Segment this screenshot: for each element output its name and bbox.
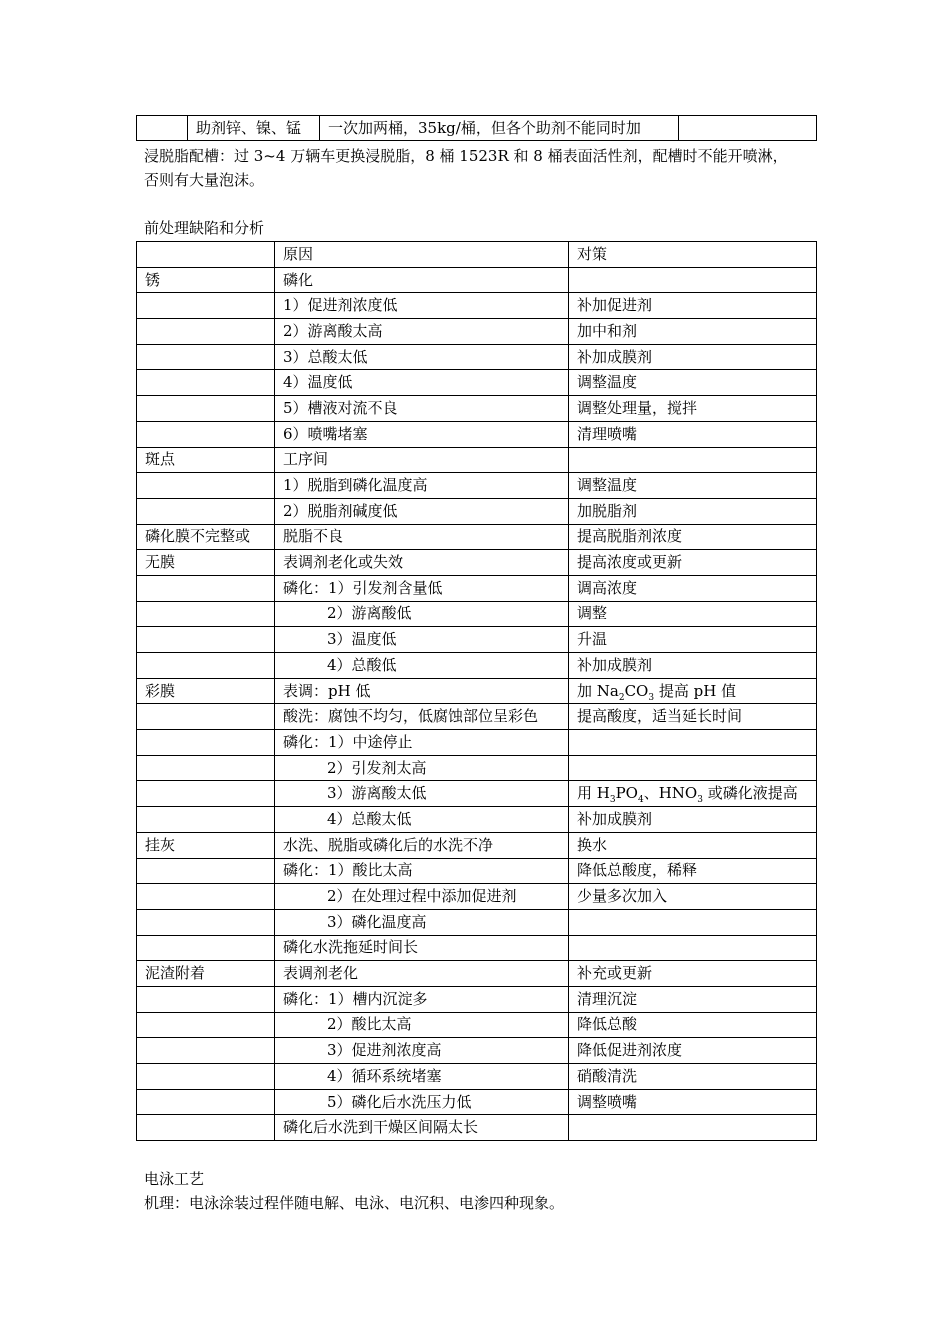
defect-cell (137, 473, 275, 499)
cause-cell: 2）脱脂剂碱度低 (275, 498, 569, 524)
remedy-cell (569, 935, 817, 961)
remedy-cell: 补加成膜剂 (569, 344, 817, 370)
defect-cell (137, 601, 275, 627)
remedy-cell (569, 909, 817, 935)
defect-cell: 无膜 (137, 550, 275, 576)
table-row (137, 575, 817, 601)
table-row (137, 1089, 817, 1115)
cause-cell: 磷化：1）槽内沉淀多 (275, 986, 569, 1012)
cause-cell: 2）酸比太高 (275, 1012, 569, 1038)
table-row (137, 704, 817, 730)
defect-cell (137, 704, 275, 730)
table-header-row (137, 242, 817, 268)
cause-cell: 磷化 (275, 267, 569, 293)
table-row (137, 1115, 817, 1141)
remedy-cell: 提高脱脂剂浓度 (569, 524, 817, 550)
cause-cell: 脱脂不良 (275, 524, 569, 550)
cause-cell: 磷化：1）酸比太高 (275, 858, 569, 884)
table-row (137, 935, 817, 961)
ed-title: 电泳工艺 (144, 1170, 205, 1188)
section-title: 前处理缺陷和分析 (144, 219, 265, 237)
cause-cell: 酸洗：腐蚀不均匀，低腐蚀部位呈彩色 (275, 704, 569, 730)
defect-cell (137, 344, 275, 370)
bath-note-line-2: 否则有大量泡沫。 (144, 171, 265, 189)
defect-cell: 挂灰 (137, 832, 275, 858)
table-row (137, 832, 817, 858)
cause-cell: 2）游离酸太高 (275, 319, 569, 345)
bath-note-line-1: 浸脱脂配槽：过 3~4 万辆车更换浸脱脂，8 桶 1523R 和 8 桶表面活性剂，配槽时不能开喷淋， (144, 147, 788, 165)
defect-table-body (137, 267, 817, 1140)
cause-cell: 磷化后水洗到干燥区间隔太长 (275, 1115, 569, 1141)
remedy-cell (569, 1115, 817, 1141)
remedy-cell: 调整喷嘴 (569, 1089, 817, 1115)
table-row (137, 627, 817, 653)
table-row (137, 1038, 817, 1064)
table-row (137, 601, 817, 627)
defect-cell: 彩膜 (137, 678, 275, 704)
defect-cell (137, 627, 275, 653)
table-row (137, 730, 817, 756)
defect-cell (137, 986, 275, 1012)
defect-cell: 磷化膜不完整或 (137, 524, 275, 550)
remedy-cell: 降低总酸度，稀释 (569, 858, 817, 884)
additive-row (137, 116, 817, 141)
defect-cell (137, 498, 275, 524)
cause-cell: 4）总酸低 (275, 653, 569, 679)
defect-cell (137, 755, 275, 781)
cause-cell: 2）引发剂太高 (275, 755, 569, 781)
cause-cell: 4）温度低 (275, 370, 569, 396)
defect-cell (137, 730, 275, 756)
cause-cell: 磷化：1）引发剂含量低 (275, 575, 569, 601)
table-row (137, 1064, 817, 1090)
cause-cell: 4）总酸太低 (275, 807, 569, 833)
remedy-cell: 加中和剂 (569, 319, 817, 345)
remedy-cell: 清理沉淀 (569, 986, 817, 1012)
cause-cell: 工序间 (275, 447, 569, 473)
defect-cell (137, 293, 275, 319)
defect-cell (137, 1064, 275, 1090)
defect-cell (137, 1089, 275, 1115)
cause-cell: 磷化：1）中途停止 (275, 730, 569, 756)
table-row (137, 858, 817, 884)
additive-dosage-cell: 一次加两桶，35kg/桶，但各个助剂不能同时加 (320, 116, 679, 141)
remedy-cell (569, 447, 817, 473)
cause-cell: 3）磷化温度高 (275, 909, 569, 935)
table-row (137, 678, 817, 704)
table-row (137, 781, 817, 807)
cause-cell: 5）槽液对流不良 (275, 396, 569, 422)
cause-cell: 3）温度低 (275, 627, 569, 653)
remedy-cell: 降低促进剂浓度 (569, 1038, 817, 1064)
table-row (137, 986, 817, 1012)
table-row (137, 396, 817, 422)
table-row (137, 421, 817, 447)
table-row (137, 473, 817, 499)
defect-cell (137, 909, 275, 935)
remedy-cell (569, 730, 817, 756)
table-row (137, 498, 817, 524)
remedy-cell (569, 755, 817, 781)
remedy-cell: 调整温度 (569, 370, 817, 396)
table-row (137, 267, 817, 293)
defect-cell (137, 935, 275, 961)
remedy-cell (569, 267, 817, 293)
remedy-cell: 调整 (569, 601, 817, 627)
defect-cell (137, 319, 275, 345)
cause-cell: 2）在处理过程中添加促进剂 (275, 884, 569, 910)
cause-cell: 1）促进剂浓度低 (275, 293, 569, 319)
remedy-cell: 提高浓度或更新 (569, 550, 817, 576)
cause-cell: 表调：pH 低 (275, 678, 569, 704)
table-row (137, 550, 817, 576)
table-row (137, 807, 817, 833)
defect-cell (137, 1038, 275, 1064)
remedy-cell: 清理喷嘴 (569, 421, 817, 447)
remedy-cell: 换水 (569, 832, 817, 858)
remedy-cell: 补加成膜剂 (569, 807, 817, 833)
cause-cell: 6）喷嘴堵塞 (275, 421, 569, 447)
table-row (137, 884, 817, 910)
table-row (137, 961, 817, 987)
table-row (137, 370, 817, 396)
cause-cell: 3）总酸太低 (275, 344, 569, 370)
table-row (137, 909, 817, 935)
remedy-cell: 硝酸清洗 (569, 1064, 817, 1090)
table-row (137, 293, 817, 319)
defect-cell (137, 370, 275, 396)
defect-cell (137, 653, 275, 679)
table-row (137, 653, 817, 679)
cause-cell: 磷化水洗拖延时间长 (275, 935, 569, 961)
remedy-cell: 提高酸度，适当延长时间 (569, 704, 817, 730)
header-defect (137, 242, 275, 268)
table-row (137, 447, 817, 473)
remedy-cell: 调高浓度 (569, 575, 817, 601)
remedy-cell: 调整处理量，搅拌 (569, 396, 817, 422)
defect-cell (137, 781, 275, 807)
remedy-cell: 补充或更新 (569, 961, 817, 987)
table-row (137, 319, 817, 345)
defect-cell (137, 1012, 275, 1038)
defect-cell (137, 858, 275, 884)
defect-cell (137, 421, 275, 447)
defect-analysis-table (136, 241, 817, 1141)
additive-table (136, 115, 817, 141)
defect-cell (137, 575, 275, 601)
cause-cell: 表调剂老化或失效 (275, 550, 569, 576)
remedy-cell: 升温 (569, 627, 817, 653)
cause-cell: 5）磷化后水洗压力低 (275, 1089, 569, 1115)
cause-cell: 水洗、脱脂或磷化后的水洗不净 (275, 832, 569, 858)
cause-cell: 3）游离酸太低 (275, 781, 569, 807)
table-row (137, 1012, 817, 1038)
additive-name-cell: 助剂锌、镍、锰 (188, 116, 320, 141)
cause-cell: 表调剂老化 (275, 961, 569, 987)
defect-cell: 锈 (137, 267, 275, 293)
header-remedy: 对策 (569, 242, 817, 268)
cause-cell: 1）脱脂到磷化温度高 (275, 473, 569, 499)
remedy-cell: 降低总酸 (569, 1012, 817, 1038)
cause-cell: 2）游离酸低 (275, 601, 569, 627)
defect-cell: 泥渣附着 (137, 961, 275, 987)
cause-cell: 3）促进剂浓度高 (275, 1038, 569, 1064)
table-row (137, 524, 817, 550)
defect-cell (137, 807, 275, 833)
ed-mechanism: 机理：电泳涂装过程伴随电解、电泳、电沉积、电渗四种现象。 (144, 1194, 565, 1212)
remedy-cell: 调整温度 (569, 473, 817, 499)
additive-cell-empty-end (679, 116, 817, 141)
table-row (137, 344, 817, 370)
header-cause: 原因 (275, 242, 569, 268)
remedy-cell: 加脱脂剂 (569, 498, 817, 524)
defect-cell (137, 396, 275, 422)
remedy-cell: 补加促进剂 (569, 293, 817, 319)
defect-cell (137, 1115, 275, 1141)
remedy-cell: 补加成膜剂 (569, 653, 817, 679)
defect-cell (137, 884, 275, 910)
table-row (137, 755, 817, 781)
defect-cell: 斑点 (137, 447, 275, 473)
remedy-cell: 少量多次加入 (569, 884, 817, 910)
remedy-cell: 用 $H_3PO_4$、$HNO_3$ 或磷化液提高 (569, 781, 817, 807)
cause-cell: 4）循环系统堵塞 (275, 1064, 569, 1090)
remedy-cell: 加 $Na_2CO_3$ 提高 pH 值 (569, 678, 817, 704)
additive-cell-empty (137, 116, 188, 141)
